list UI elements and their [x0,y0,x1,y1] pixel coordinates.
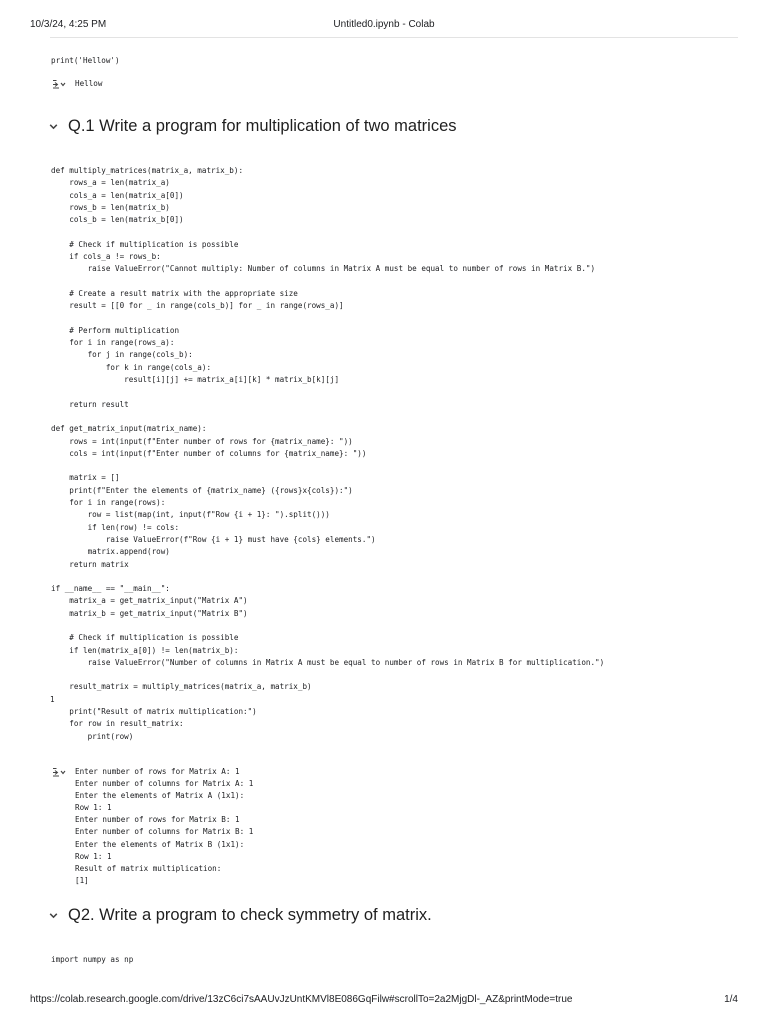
print-page-title: Untitled0.ipynb - Colab [333,19,435,30]
cell-output-matrix: Enter number of rows for Matrix A: 1 Enter number of columns for Matrix A: 1 Enter the elements of Matrix A (1x1): Row 1: 1 Enter number of rows for Matrix B: 1 Enter number of columns for Matrix B: 1 Enter the elements of Matrix B (1x1): Row 1: 1 Result of matrix multiplication: [1] [75,767,254,885]
print-header [30,19,738,35]
code-cell-matrix-multiplication[interactable]: def multiply_matrices(matrix_a, matrix_b): rows_a = len(matrix_a) cols_a = len(matrix_a[0]) rows_b = len(matrix_b) cols_b = len(matrix_b[0]) # Check if multiplication is possible if cols_a != rows_b: raise ValueError("Cannot multiply: Number of columns in Matrix A must be equal to number of rows in Matrix B.") # Create a result matrix with the appropriate size result = [[0 for _ in range(cols_b)] for _ in range(rows_a)] # Perform multiplication for i in range(rows_a): for j in range(cols_b): for k in range(cols_a): result[i][j] += matrix_a[i][k] * matrix_b[k][j] return result def get_matrix_input(matrix_name): rows = int(input(f"Enter number of rows for {matrix_name}: ")) cols = int(input(f"Enter number of columns for {matrix_name}: ")) matrix = [] print(f"Enter the elements of {matrix_name} ({rows}x{cols}):") for i in range(rows): row = list(map(int, input(f"Row {i + 1}: ").split())) if len(row) != cols: raise ValueError(f"Row {i + 1} must have {cols} elements.") matrix.append(row) return matrix if __name__ == "__main__": matrix_a = get_matrix_input("Matrix A") matrix_b = get_matrix_input("Matrix B") # Check if multiplication is possible if len(matrix_a[0]) != len(matrix_b): raise ValueError("Number of columns in Matrix A must be equal to number of rows in Matrix B for multiplication.") result_matrix = multiply_matrices(matrix_a, matrix_b) print("Result of matrix multiplication:") for row in result_matrix: print(row) [51,166,605,741]
section-heading-q1[interactable] [48,114,457,138]
chevron-down-icon[interactable] [48,121,59,132]
chevron-down-icon[interactable] [48,910,59,921]
print-footer [30,994,738,1008]
code-cell-print[interactable]: print('Hellow') [51,56,120,65]
print-url: https://colab.research.google.com/drive/13zC6ci7sAAUvJzUntKMVl8E086GqFilw#scrollTo=2a2MjgDl-_AZ&printMode=true [30,994,573,1005]
page-number: 1/4 [724,994,738,1005]
cell-output-print: Hellow [75,79,103,88]
header-divider [50,37,738,38]
execution-count: 1 [50,695,55,704]
section-title-q2: Q2. Write a program to check symmetry of matrix. [68,905,432,924]
output-arrow-icon[interactable] [52,79,66,89]
section-heading-q2[interactable] [48,903,432,927]
output-arrow-icon[interactable] [52,767,66,777]
code-cell-import-numpy[interactable]: import numpy as np [51,955,134,964]
section-title-q1: Q.1 Write a program for multiplication of two matrices [68,116,457,135]
print-datetime: 10/3/24, 4:25 PM [30,19,107,30]
